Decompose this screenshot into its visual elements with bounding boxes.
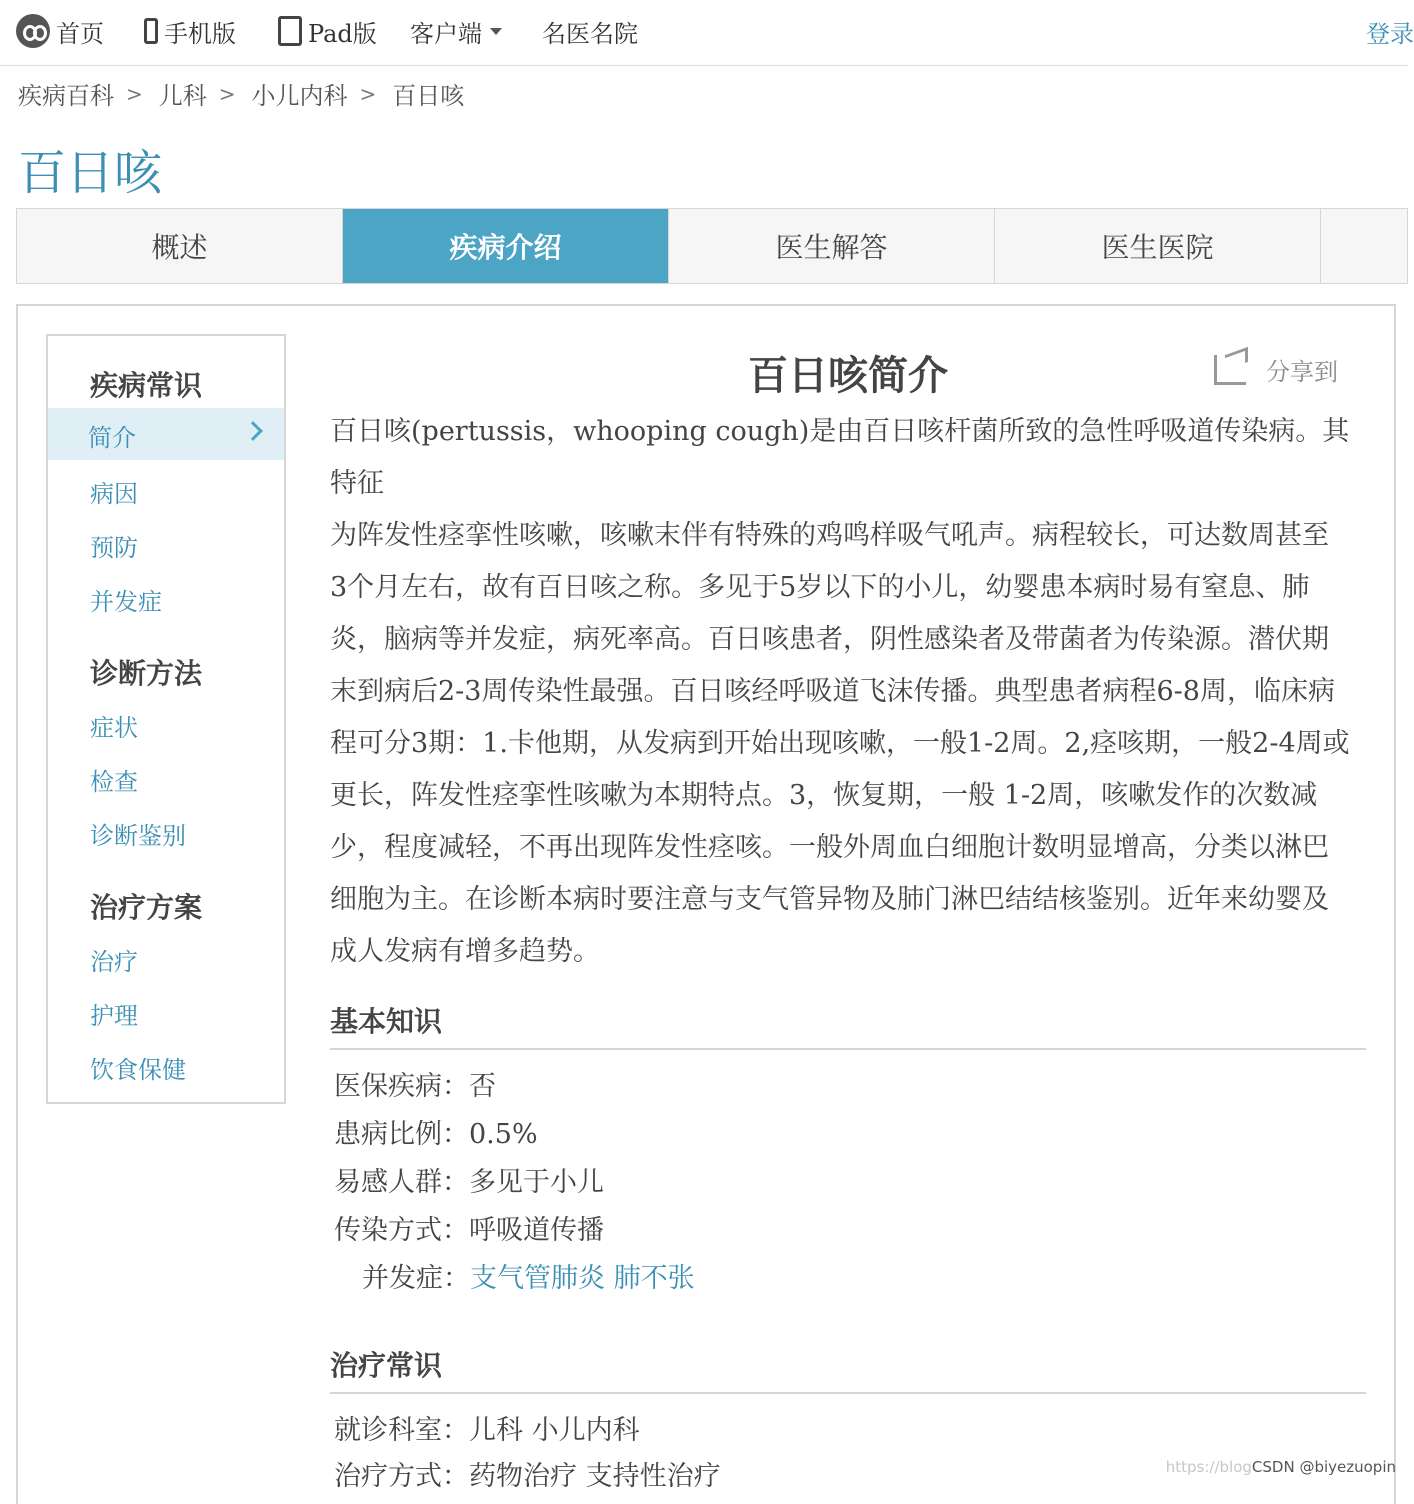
nav-pad-label: Pad版 (308, 19, 377, 48)
nav-home-label: 首页 (56, 19, 104, 48)
side-item-diet[interactable]: 饮食保健 (90, 1056, 186, 1084)
side-item-care[interactable]: 护理 (90, 1002, 138, 1030)
intro-line: 为阵发性痉挛性咳嗽，咳嗽末伴有特殊的鸡鸣样吸气吼声。病程较长，可达数周甚至 (330, 520, 1329, 551)
nav-famous[interactable] (542, 0, 638, 62)
kv-value: 0.5% (469, 1119, 538, 1150)
basic-knowledge-heading: 基本知识 (330, 1005, 443, 1038)
complication-link[interactable]: 肺不张 (613, 1263, 695, 1294)
side-group-treatment: 治疗方案 (90, 891, 203, 924)
side-menu (46, 334, 286, 1104)
page-title: 百日咳 (18, 145, 163, 201)
intro-line: 炎，脑病等并发症，病死率高。百日咳患者，阴性感染者及带菌者为传染源。潜伏期 (330, 624, 1329, 655)
nav-pad[interactable] (278, 0, 377, 62)
nav-client-label: 客户端 (410, 19, 482, 48)
share-label: 分享到 (1266, 358, 1338, 386)
side-item-intro[interactable] (48, 408, 284, 460)
watermark (1166, 1458, 1396, 1476)
intro-line: 3个月左右，故有百日咳之称。多见于5岁以下的小儿，幼婴患本病时易有窒息、肺 (330, 572, 1310, 603)
breadcrumb-separator: > (218, 81, 236, 106)
side-item-prevention[interactable]: 预防 (90, 534, 138, 562)
side-item-cause[interactable]: 病因 (90, 480, 138, 508)
breadcrumb-item[interactable]: 疾病百科 (18, 82, 114, 110)
kv-key: 易感人群： (334, 1167, 469, 1198)
intro-line: 末到病后2-3周传染性最强。百日咳经呼吸道飞沫传播。典型患者病程6-8周，临床病 (330, 676, 1335, 707)
side-group-basics: 疾病常识 (90, 369, 203, 402)
side-item-complications[interactable]: 并发症 (90, 588, 162, 616)
kv-key: 就诊科室： (334, 1415, 469, 1446)
kv-insurance (334, 1064, 496, 1103)
article-title: 百日咳简介 (748, 352, 948, 399)
share-button[interactable] (1214, 352, 1338, 387)
side-item-label: 简介 (88, 424, 136, 452)
intro-line: 成人发病有增多趋势。 (330, 936, 600, 967)
kv-treatment-method (334, 1454, 721, 1493)
kv-key: 患病比例： (334, 1119, 469, 1150)
tab-disease-intro[interactable]: 疾病介绍 (343, 209, 669, 283)
tab-doctors-hospitals[interactable]: 医生医院 (995, 209, 1321, 283)
side-item-tests[interactable]: 检查 (90, 768, 138, 796)
kv-value: 多见于小儿 (469, 1167, 604, 1198)
breadcrumb-separator: > (126, 81, 143, 106)
kv-susceptible (334, 1160, 604, 1199)
caret-down-icon (490, 28, 502, 35)
side-item-symptoms[interactable]: 症状 (90, 714, 138, 742)
phone-icon (144, 18, 158, 44)
intro-line: 程可分3期：1.卡他期，从发病到开始出现咳嗽，一般1-2周。2,痉咳期，一般2-4周或 (330, 728, 1350, 759)
share-icon (1214, 355, 1246, 385)
nav-client-dropdown[interactable] (410, 0, 502, 62)
logo-icon (16, 14, 50, 48)
chevron-right-icon (243, 421, 263, 441)
watermark-url: https://blog (1165, 1458, 1252, 1476)
kv-department (334, 1408, 640, 1447)
kv-value: 药物治疗 支持性治疗 (469, 1461, 721, 1492)
section-divider (330, 1392, 1366, 1394)
kv-key: 并发症： (362, 1263, 470, 1294)
kv-key: 医保疾病： (334, 1071, 469, 1102)
breadcrumb-current: 百日咳 (392, 82, 465, 110)
tab-bar (16, 208, 1408, 284)
breadcrumb-item[interactable]: 小儿内科 (251, 82, 348, 110)
kv-transmission (334, 1208, 604, 1247)
kv-complications (362, 1256, 695, 1295)
nav-mobile[interactable] (144, 0, 236, 62)
nav-mobile-label: 手机版 (164, 19, 236, 48)
section-divider (330, 1048, 1366, 1050)
intro-line: 细胞为主。在诊断本病时要注意与支气管异物及肺门淋巴结结核鉴别。近年来幼婴及 (330, 884, 1329, 915)
kv-value: 儿科 小儿内科 (469, 1415, 640, 1446)
breadcrumb (18, 76, 464, 111)
intro-line: 更长，阵发性痉挛性咳嗽为本期特点。3，恢复期，一般 1-2周，咳嗽发作的次数减 (330, 780, 1318, 811)
kv-value: 呼吸道传播 (469, 1215, 604, 1246)
intro-paragraph (330, 406, 1370, 978)
kv-key: 治疗方式： (334, 1461, 469, 1492)
nav-famous-label: 名医名院 (542, 19, 638, 48)
login-link[interactable]: 登录 (1366, 19, 1414, 48)
kv-prevalence (334, 1112, 538, 1151)
side-item-differential[interactable]: 诊断鉴别 (90, 822, 186, 850)
kv-key: 传染方式： (334, 1215, 469, 1246)
breadcrumb-separator: > (359, 81, 377, 106)
treatment-knowledge-heading: 治疗常识 (330, 1349, 443, 1382)
tab-overview[interactable]: 概述 (17, 209, 343, 283)
kv-value: 否 (469, 1071, 496, 1102)
watermark-text: CSDN @biyezuopin (1251, 1458, 1396, 1476)
breadcrumb-item[interactable]: 儿科 (158, 82, 207, 110)
tablet-icon (278, 16, 302, 46)
intro-line: 百日咳(pertussis，whooping cough)是由百日咳杆菌所致的急性呼吸道传染病。其特征 (330, 416, 1350, 499)
nav-home[interactable] (16, 0, 104, 62)
side-group-diagnosis: 诊断方法 (90, 657, 203, 690)
tab-doctor-answers[interactable]: 医生解答 (669, 209, 995, 283)
intro-line: 少，程度减轻，不再出现阵发性痉咳。一般外周血白细胞计数明显增高，分类以淋巴 (330, 832, 1329, 863)
complication-link[interactable]: 支气管肺炎 (470, 1263, 605, 1294)
side-item-treatment[interactable]: 治疗 (90, 948, 138, 976)
top-nav-bar (0, 0, 1414, 66)
